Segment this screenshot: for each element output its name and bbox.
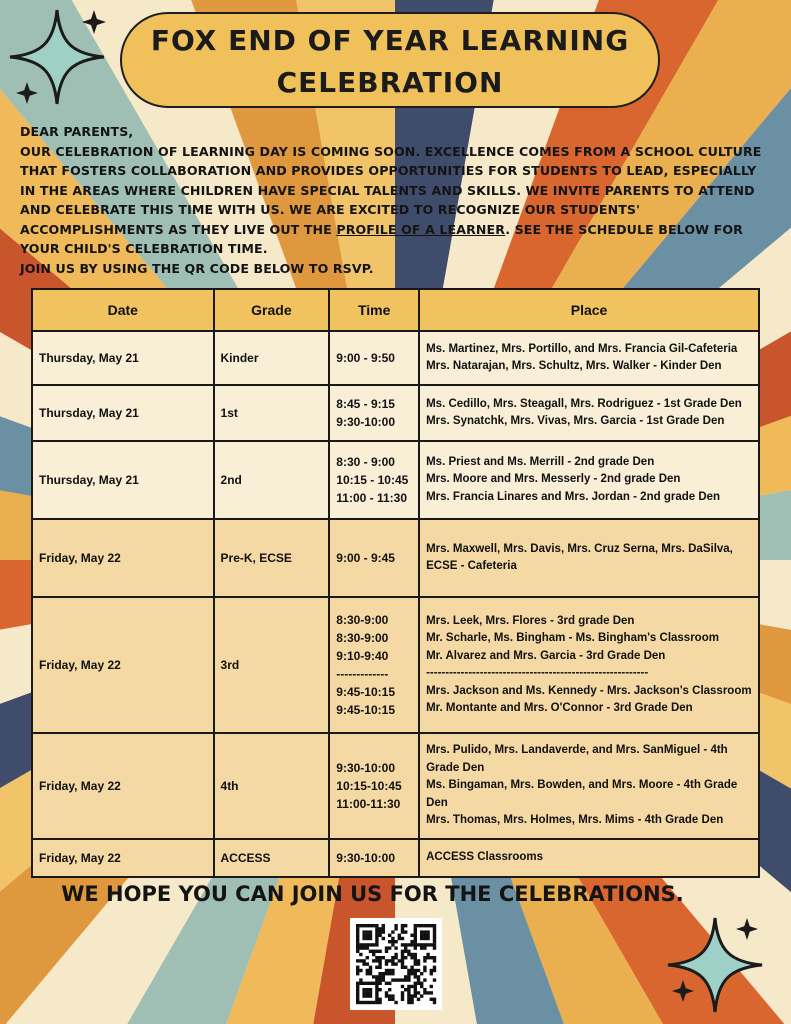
place-line: Mrs. Natarajan, Mrs. Schultz, Mrs. Walker - Kinder Den xyxy=(426,360,722,372)
header-place: Place xyxy=(419,289,759,331)
qr-code-icon[interactable] xyxy=(350,918,442,1010)
cell-date: Friday, May 22 xyxy=(32,597,214,733)
small-star-icon xyxy=(672,980,694,1002)
cell-grade: 3rd xyxy=(214,597,330,733)
place-line: Mr. Alvarez and Mrs. Garcia - 3rd Grade Den xyxy=(426,649,666,662)
place-line: Ms. Bingaman, Mrs. Bowden, and Mrs. Moore - 4th Grade Den xyxy=(426,779,738,809)
place-line: ACCESS Classrooms xyxy=(426,851,544,864)
header-grade: Grade xyxy=(214,289,330,331)
title-banner xyxy=(120,12,660,108)
cell-time xyxy=(329,597,419,733)
title-line-1: FOX END OF YEAR LEARNING xyxy=(150,24,630,57)
cell-time xyxy=(329,441,419,519)
time-line: 10:15 - 10:45 xyxy=(336,473,409,487)
table-row xyxy=(32,519,759,597)
header-time: Time xyxy=(329,289,419,331)
cell-date: Thursday, May 21 xyxy=(32,385,214,441)
cell-time xyxy=(329,385,419,441)
place-line: Mr. Scharle, Ms. Bingham - Ms. Bingham's Classroom xyxy=(426,632,719,644)
cell-place xyxy=(419,839,759,877)
time-line: 9:30-10:00 xyxy=(336,761,395,775)
cell-time xyxy=(329,519,419,597)
small-star-icon xyxy=(16,82,38,104)
small-star-icon xyxy=(82,10,106,34)
time-line: 9:00 - 9:45 xyxy=(336,551,395,565)
cell-date: Thursday, May 21 xyxy=(32,441,214,519)
cell-place xyxy=(419,597,759,733)
time-line: 9:10-9:40 xyxy=(336,649,389,663)
table-row xyxy=(32,385,759,441)
cell-grade: 1st xyxy=(214,385,330,441)
cell-date: Friday, May 22 xyxy=(32,519,214,597)
time-line: 9:30-10:00 xyxy=(336,851,395,865)
time-line: 8:30-9:00 xyxy=(336,613,389,627)
cell-date: Thursday, May 21 xyxy=(32,331,214,385)
cell-place xyxy=(419,441,759,519)
table-header-row xyxy=(32,289,759,331)
place-line: Mrs. Moore and Mrs. Messerly - 2nd grade Den xyxy=(426,473,681,486)
table-row xyxy=(32,331,759,385)
time-line: 9:45-10:15 xyxy=(336,703,395,717)
cell-place xyxy=(419,733,759,839)
closing-message: WE HOPE YOU CAN JOIN US FOR THE CELEBRATIONS. xyxy=(61,882,684,906)
time-line: 10:15-10:45 xyxy=(336,779,402,793)
header-date: Date xyxy=(32,289,214,331)
place-line: Mrs. Jackson and Ms. Kennedy - Mrs. Jackson's Classroom xyxy=(426,684,752,697)
cell-time xyxy=(329,331,419,385)
cell-date: Friday, May 22 xyxy=(32,839,214,877)
place-line: Mrs. Francia Linares and Mrs. Jordan - 2nd grade Den xyxy=(426,490,721,503)
time-line: 8:45 - 9:15 xyxy=(336,397,395,411)
profile-of-a-learner-link[interactable]: PROFILE OF A LEARNER xyxy=(336,221,506,237)
greeting: DEAR PARENTS, xyxy=(20,124,134,139)
place-line: Mrs. Synatchk, Mrs. Vivas, Mrs. Garcia - 1st Grade Den xyxy=(426,415,725,427)
cell-grade: ACCESS xyxy=(214,839,330,877)
time-line: 8:30 - 9:00 xyxy=(336,455,395,469)
intro-body: OUR CELEBRATION OF LEARNING DAY IS COMING SOON. EXCELLENCE COMES FROM A SCHOOL CULTURE THAT FOSTERS COLLABORATION AND PROVIDES OPPORTUNITIES FOR STUDENTS TO LEAD, ESPECIALLY IN THE AREAS WHERE CHILDREN HAVE SPECIAL TALENTS AND SKILLS. WE INVITE PARENTS TO ATTEND AND CELEBRATE THIS TIME WITH US. WE ARE EXCITED TO RECOGNIZE OUR STUDENTS' ACCOMPLISHMENTS AS THEY LIVE OUT THE xyxy=(20,143,762,237)
time-line: 11:00-11:30 xyxy=(336,797,401,811)
table-row xyxy=(32,597,759,733)
time-line: 8:30-9:00 xyxy=(336,631,389,645)
cell-place xyxy=(419,519,759,597)
intro-paragraph xyxy=(20,142,765,259)
cell-place xyxy=(419,331,759,385)
schedule-table xyxy=(31,288,760,878)
cell-grade: 4th xyxy=(214,733,330,839)
cell-grade: Pre-K, ECSE xyxy=(214,519,330,597)
intro-body-end: . SEE THE SCHEDULE BELOW FOR YOUR CHILD'S CELEBRATION TIME. xyxy=(20,221,743,256)
place-line: Ms. Priest and Ms. Merrill - 2nd grade Den xyxy=(426,455,655,468)
cell-time xyxy=(329,839,419,877)
time-line: 11:00 - 11:30 xyxy=(336,491,408,505)
time-line: 9:45-10:15 xyxy=(336,685,395,699)
place-line: Mr. Montante and Mrs. O'Connor - 3rd Grade Den xyxy=(426,702,693,714)
place-line: Mrs. Leek, Mrs. Flores - 3rd grade Den xyxy=(426,614,635,627)
table-row xyxy=(32,839,759,877)
place-line: ---------------------------------------------------------- xyxy=(426,667,649,679)
table-row xyxy=(32,733,759,839)
place-line: Mrs. Maxwell, Mrs. Davis, Mrs. Cruz Serna, Mrs. DaSilva, ECSE - Cafeteria xyxy=(426,542,733,572)
place-line: Mrs. Thomas, Mrs. Holmes, Mrs. Mims - 4th Grade Den xyxy=(426,814,724,827)
place-line: Ms. Cedillo, Mrs. Steagall, Mrs. Rodriguez - 1st Grade Den xyxy=(426,397,742,410)
cell-grade: 2nd xyxy=(214,441,330,519)
small-star-icon xyxy=(736,918,758,940)
cell-date: Friday, May 22 xyxy=(32,733,214,839)
time-line: ------------- xyxy=(336,667,389,681)
table-row xyxy=(32,441,759,519)
intro-letter xyxy=(20,122,765,278)
rsvp-text: JOIN US BY USING THE QR CODE BELOW TO RSVP. xyxy=(20,260,374,276)
cell-time xyxy=(329,733,419,839)
title-line-2: CELEBRATION xyxy=(276,66,504,99)
time-line: 9:30-10:00 xyxy=(336,415,395,429)
time-line: 9:00 - 9:50 xyxy=(336,351,395,365)
place-line: Ms. Martinez, Mrs. Portillo, and Mrs. Francia Gil-Cafeteria xyxy=(426,342,738,355)
cell-grade: Kinder xyxy=(214,331,330,385)
place-line: Mrs. Pulido, Mrs. Landaverde, and Mrs. SanMiguel - 4th Grade Den xyxy=(426,744,728,774)
cell-place xyxy=(419,385,759,441)
